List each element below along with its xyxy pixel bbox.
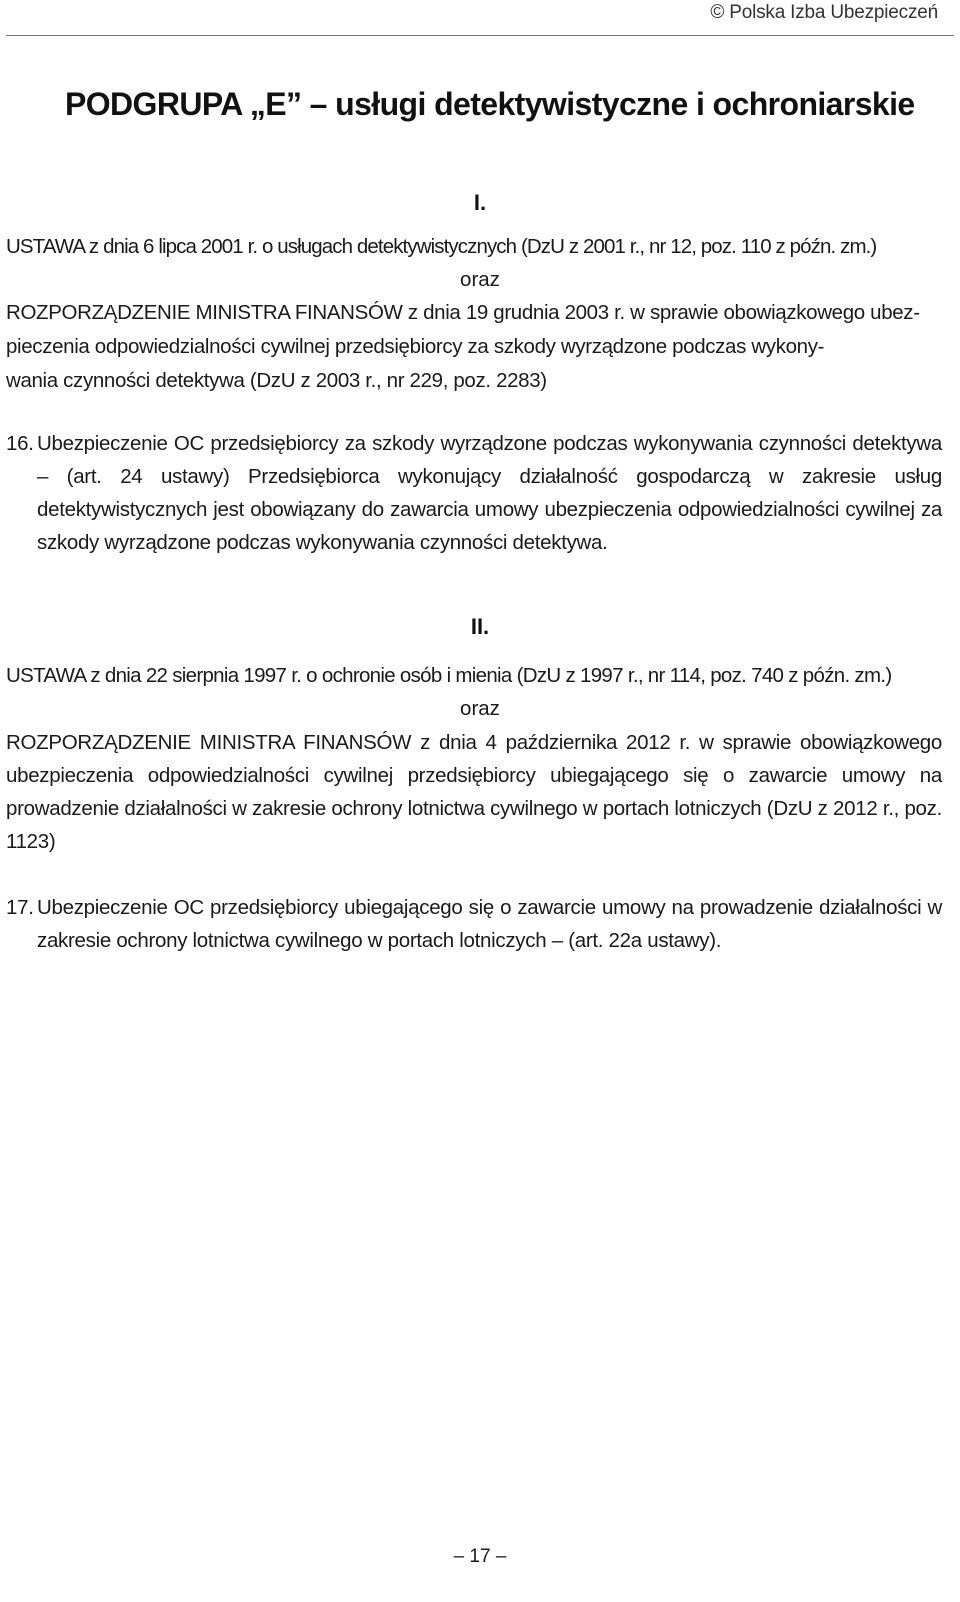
provision-number: 16. [6,432,34,455]
provision-item-17 [6,891,942,957]
page-number: – 17 – [453,1546,507,1567]
section-1-regulation-line-1: ROZPORZĄDZENIE MINISTRA FINANSÓW z dnia 19 grudnia 2003 r. w sprawie obowiązkowego ubez- [6,301,920,324]
header-divider [6,35,954,36]
section-1-regulation-line-3: wania czynności detektywa (DzU z 2003 r., nr 229, poz. 2283) [6,369,547,392]
provision-text: Ubezpieczenie OC przedsiębiorcy za szkody wyrządzone podczas wykonywania czynności detektywa – (art. 24 ustawy) Przedsiębiorca wykonujący działalność gospodarczą w zakresie usług detektywistycznych jest obowiązany do zawarcia umowy ubezpieczenia odpowiedzialności cywilnej za szkody wyrządzone podczas wykonywania czynności detektywa. [37,432,942,554]
section-2-regulation: ROZPORZĄDZENIE MINISTRA FINANSÓW z dnia 4 października 2012 r. w sprawie obowiązkowego ubezpieczenia odpowiedzialności cywilnej przedsiębiorcy ubiegającego się o zawarcie umowy na prowadzenie działalności w zakresie ochrony lotnictwa cywilnego w portach lotniczych (DzU z 2012 r., poz. 1123) [6,731,942,853]
copyright-notice: © Polska Izba Ubezpieczeń [710,2,938,23]
provision-item-16 [6,427,942,559]
section-1-act: USTAWA z dnia 6 lipca 2001 r. o usługach detektywistycznych (DzU z 2001 r., nr 12, poz. 110 z późn. zm.) [6,235,877,258]
page-title: PODGRUPA „E” – usługi detektywistyczne i ochroniarskie [65,86,915,122]
section-1-numeral: I. [473,190,487,215]
section-2-numeral: II. [470,614,490,639]
section-1-regulation-line-2: pieczenia odpowiedzialności cywilnej przedsiębiorcy za szkody wyrządzone podczas wykony- [6,335,825,358]
section-1-conjunction: oraz [460,268,500,291]
provision-number: 17. [6,896,34,919]
section-2-conjunction: oraz [460,697,500,720]
page-header [0,0,960,38]
section-2-act: USTAWA z dnia 22 sierpnia 1997 r. o ochronie osób i mienia (DzU z 1997 r., nr 114, poz. 740 z późn. zm.) [6,664,892,687]
provision-text: Ubezpieczenie OC przedsiębiorcy ubiegającego się o zawarcie umowy na prowadzenie działalności w zakresie ochrony lotnictwa cywilnego w portach lotniczych – (art. 22a ustawy). [37,896,942,952]
